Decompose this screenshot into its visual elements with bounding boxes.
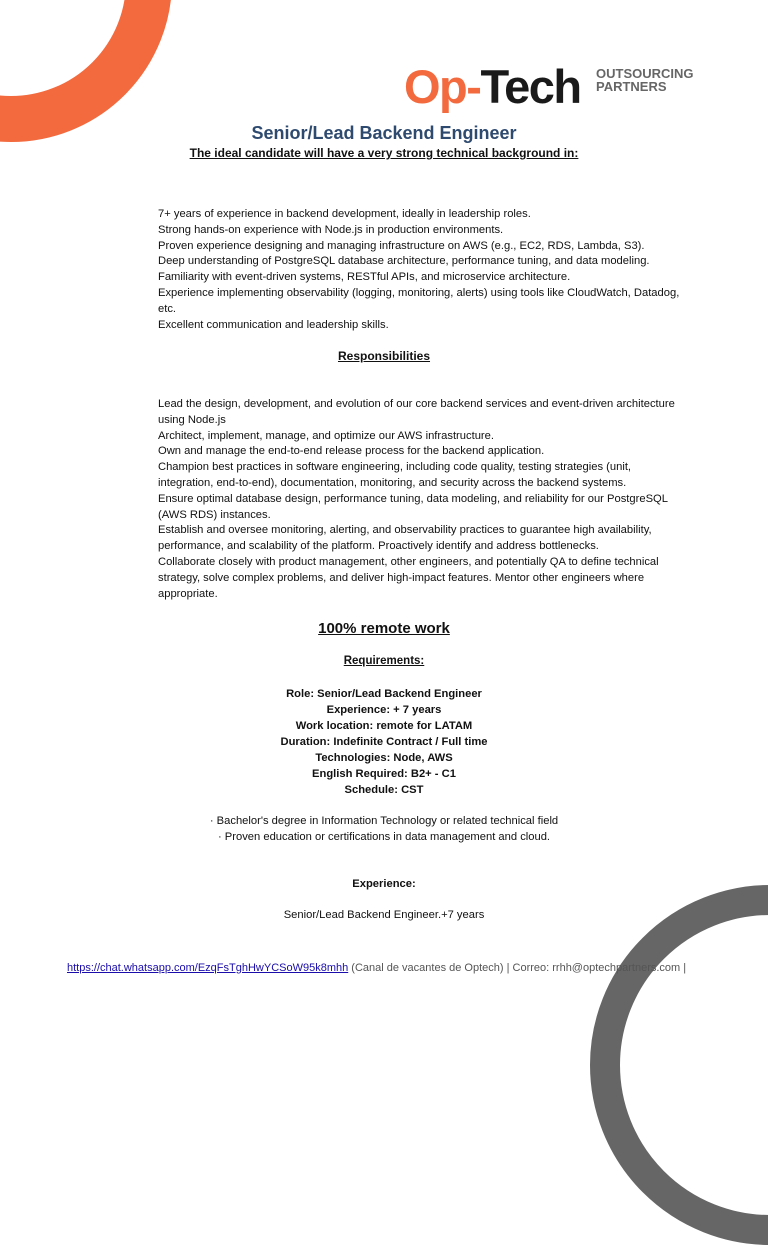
job-title: Senior/Lead Backend Engineer xyxy=(251,123,517,143)
background-list xyxy=(158,207,679,333)
responsibility-line: Ensure optimal database design, performance tuning, data modeling, and reliability for our PostgreSQL xyxy=(158,492,668,505)
requirement-line: Technologies: Node, AWS xyxy=(315,752,453,764)
background-subtitle: The ideal candidate will have a very strong technical background in: xyxy=(189,146,579,160)
decorative-grey-ring xyxy=(590,885,768,1245)
requirements-heading: Requirements: xyxy=(343,655,425,667)
responsibilities-heading: Responsibilities xyxy=(337,349,431,363)
requirements-list xyxy=(0,686,768,798)
background-line: etc. xyxy=(158,302,177,315)
requirement-line: Role: Senior/Lead Backend Engineer xyxy=(286,688,482,700)
responsibility-line: Champion best practices in software engineering, including code quality, testing strategies (unit, xyxy=(158,461,632,474)
decorative-orange-ring xyxy=(0,0,172,142)
responsibility-line: Collaborate closely with product management, other engineers, and potentially QA to define technical xyxy=(158,555,659,568)
remote-work-heading: 100% remote work xyxy=(318,620,450,637)
responsibility-line: appropriate. xyxy=(158,587,218,600)
requirement-line: Work location: remote for LATAM xyxy=(295,720,473,732)
background-line: Familiarity with event-driven systems, RESTful APIs, and microservice architecture. xyxy=(158,271,571,284)
logo-tech-text: Tech xyxy=(480,60,581,113)
background-line: Excellent communication and leadership skills. xyxy=(158,318,389,331)
experience-heading: Experience: xyxy=(352,878,416,890)
requirement-line: Duration: Indefinite Contract / Full time xyxy=(280,736,488,748)
responsibility-line: using Node.js xyxy=(158,413,226,426)
education-line: · Proven education or certifications in data management and cloud. xyxy=(217,831,551,843)
responsibility-line: Own and manage the end-to-end release process for the backend application. xyxy=(158,445,545,458)
education-list xyxy=(0,813,768,845)
background-line: 7+ years of experience in backend development, ideally in leadership roles. xyxy=(158,208,531,220)
requirement-line: Schedule: CST xyxy=(344,784,424,796)
background-line: Deep understanding of PostgreSQL database architecture, performance tuning, and data modeling. xyxy=(158,255,650,268)
education-line: · Bachelor's degree in Information Technology or related technical field xyxy=(209,815,559,827)
background-line: Proven experience designing and managing infrastructure on AWS (e.g., EC2, RDS, Lambda, S3). xyxy=(158,239,645,252)
responsibility-line: (AWS RDS) instances. xyxy=(158,508,271,521)
logo-tagline: OUTSOURCING PARTNERS xyxy=(596,66,694,94)
responsibility-line: Establish and oversee monitoring, alerting, and observability practices to guarantee high availability, xyxy=(158,524,652,537)
requirement-line: Experience: + 7 years xyxy=(326,704,442,716)
whatsapp-link[interactable]: https://chat.whatsapp.com/EzqFsTghHwYCSoW95k8mhh xyxy=(67,962,349,974)
responsibility-line: strategy, solve complex problems, and deliver high-impact features. Mentor other engineers where xyxy=(158,571,645,584)
logo-dash: - xyxy=(466,60,481,113)
experience-text: Senior/Lead Backend Engineer.+7 years xyxy=(283,909,485,921)
background-line: Experience implementing observability (logging, monitoring, alerts) using tools like CloudWatch, Datadog, xyxy=(158,286,680,299)
logo-op-text: Op xyxy=(404,60,467,113)
background-line: Strong hands-on experience with Node.js in production environments. xyxy=(158,223,504,236)
responsibility-line: Architect, implement, manage, and optimize our AWS infrastructure. xyxy=(158,429,494,442)
responsibilities-list xyxy=(158,397,675,602)
responsibility-line: integration, end-to-end), documentation, monitoring, and security across the backend systems. xyxy=(158,476,627,489)
footer xyxy=(67,962,686,974)
requirement-line: English Required: B2+ - C1 xyxy=(312,768,456,780)
responsibility-line: performance, and scalability of the platform. Proactively identify and address bottlenecks. xyxy=(158,540,599,553)
footer-contact-text: (Canal de vacantes de Optech) | Correo: rrhh@optechpartners.com | xyxy=(348,962,687,974)
responsibility-line: Lead the design, development, and evolution of our core backend services and event-driven architecture xyxy=(158,398,675,410)
